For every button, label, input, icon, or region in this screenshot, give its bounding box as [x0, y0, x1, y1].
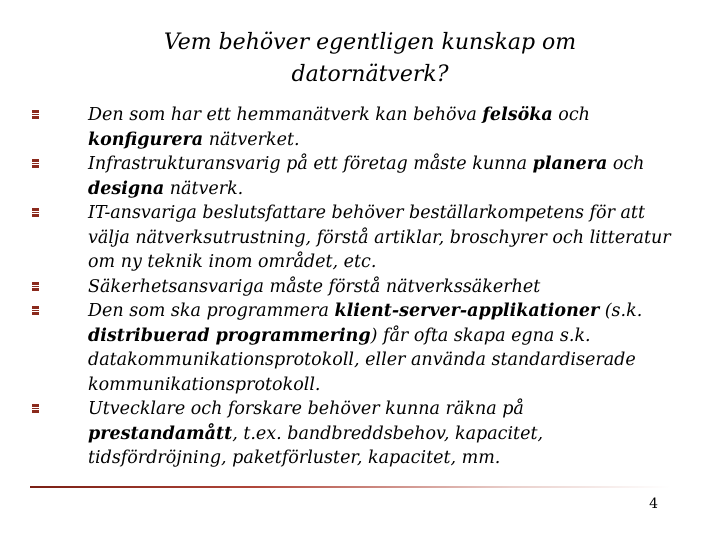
bullet-item — [32, 275, 672, 300]
bullet-marker-icon — [32, 110, 39, 119]
bullet-text: och — [607, 154, 645, 174]
bullet-item — [32, 397, 672, 471]
page-number: 4 — [649, 496, 658, 512]
bullet-text: Den som ska programmera — [88, 301, 335, 321]
bullet-text: Utvecklare och forskare behöver kunna räkna på — [88, 399, 524, 419]
bullet-item — [32, 299, 672, 397]
bullet-emphasis: planera — [532, 154, 608, 174]
bullet-emphasis: prestandamått — [88, 423, 233, 444]
footer-divider — [30, 486, 670, 488]
bullet-text: ) får ofta skapa egna s.k. datakommunikationsprotokoll, eller använda standardiserade kommunikationsprotokoll. — [88, 325, 636, 395]
bullet-marker-icon — [32, 282, 39, 291]
bullet-text: Den som har ett hemmanätverk kan behöva — [88, 105, 483, 125]
bullet-emphasis: designa — [88, 178, 165, 199]
bullet-emphasis: distribuerad programmering — [88, 325, 371, 346]
bullet-emphasis: felsöka — [482, 105, 553, 125]
bullet-text: och — [552, 105, 590, 125]
bullet-text: IT-ansvariga beslutsfattare behöver beställarkompetens för att välja nätverksutrustning, förstå artiklar, broschyrer och litteratur om ny teknik inom området, etc. — [88, 203, 671, 272]
bullet-item — [32, 201, 672, 275]
bullet-marker-icon — [32, 159, 39, 168]
bullet-emphasis: konfigurera — [88, 129, 204, 150]
slide-title: Vem behöver egentligen kunskap om datornätverk? — [163, 30, 577, 87]
bullet-marker-icon — [32, 306, 39, 315]
bullet-marker-icon — [32, 208, 39, 217]
bullet-text: Infrastrukturansvarig på ett företag måste kunna — [88, 154, 533, 174]
bullet-marker-icon — [32, 404, 39, 413]
bullet-item — [32, 152, 672, 201]
bullet-text: (s.k. — [599, 301, 643, 321]
bullet-text: nätverket. — [203, 129, 300, 150]
bullet-text: nätverk. — [164, 178, 244, 199]
bullet-list — [32, 103, 672, 471]
bullet-text: , t.ex. bandbreddsbehov, kapacitet, tidsfördröjning, paketförluster, kapacitet, mm. — [88, 423, 544, 468]
bullet-emphasis: klient-server-applikationer — [334, 301, 600, 321]
bullet-item — [32, 103, 672, 152]
bullet-text: Säkerhetsansvariga måste förstå nätverkssäkerhet — [88, 276, 541, 297]
